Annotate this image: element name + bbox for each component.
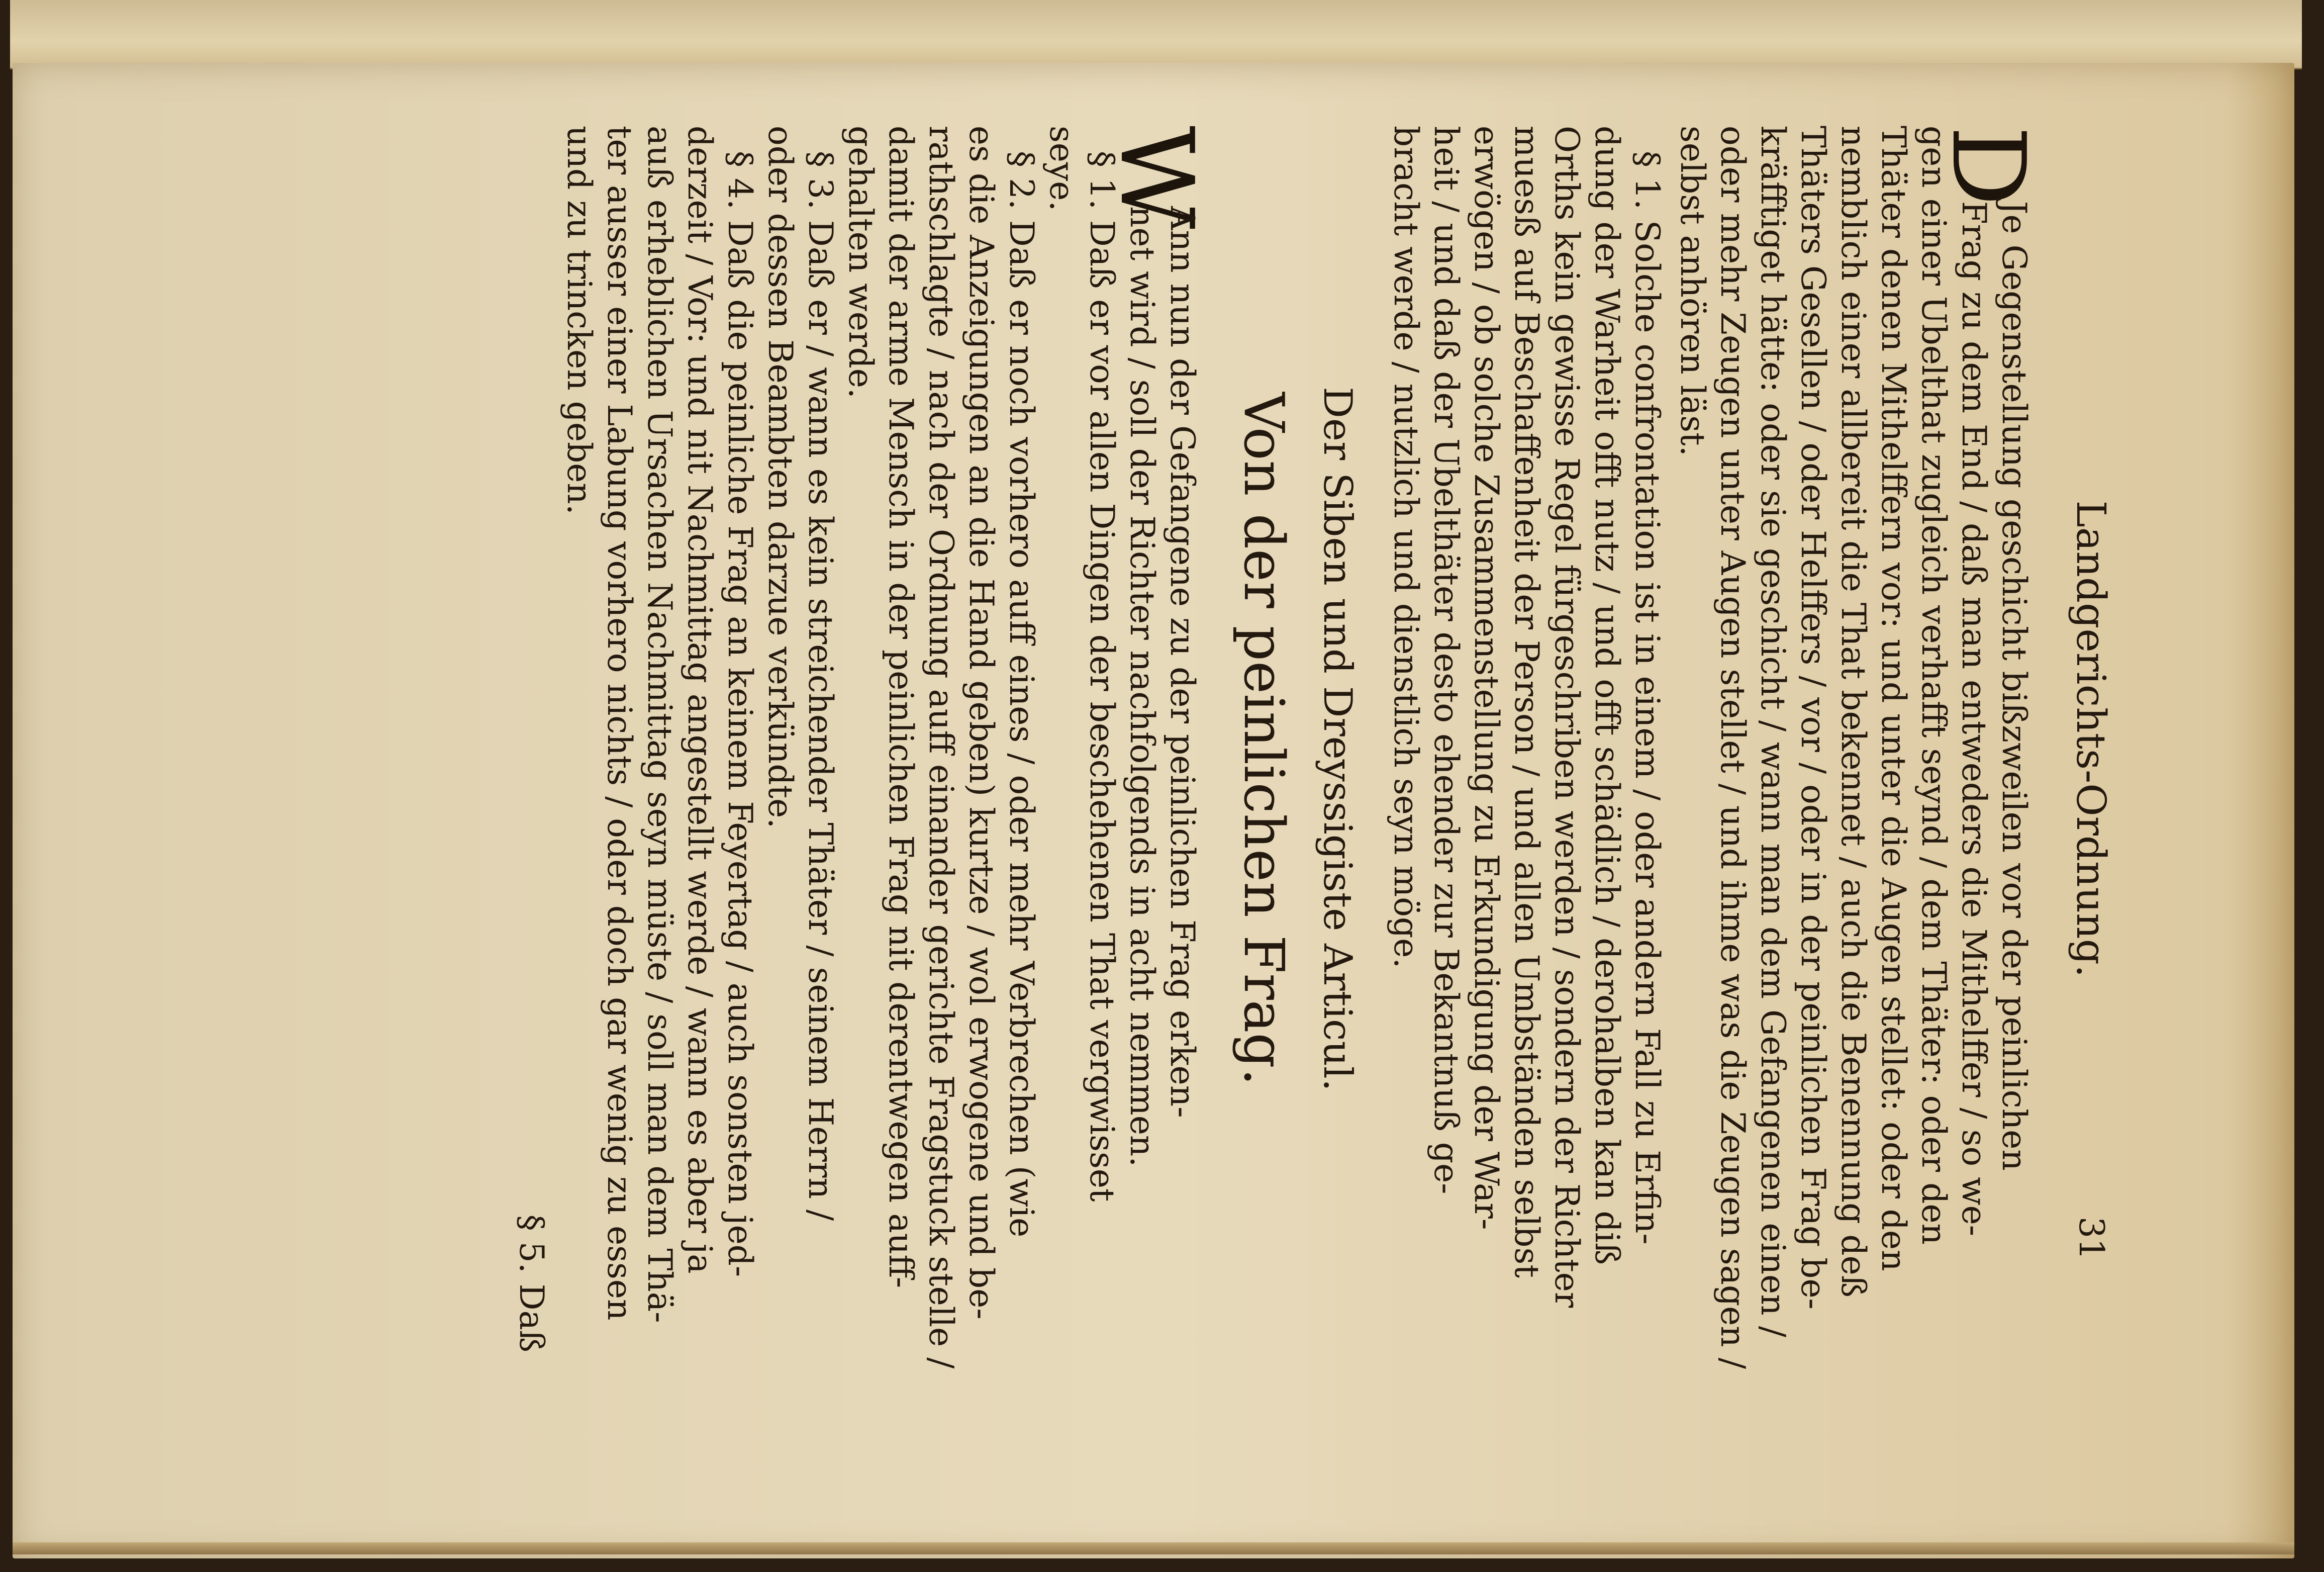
block2-line-3: Orths kein gewisse Regel fürgeschriben werden / sondern der Richter — [1547, 126, 1586, 1308]
page-number: 31 — [2071, 1217, 2111, 1260]
block2-line-6: heit / und daß der Ubelthäter desto ehender zur Bekantnuß ge- — [1427, 126, 1466, 1194]
running-title: Landgerichts-Ordnung. — [2068, 500, 2114, 978]
page-bottom-edge — [13, 1542, 2294, 1554]
block3-line-14: auß erheblichen Ursachen Nachmittag seyn müste / soll man dem Thä- — [640, 126, 679, 1323]
block3-line-13: derzeit / Vor: und nit Nachmittag angestellt werde / wann es aber ja — [681, 126, 719, 1274]
block3-line-7: rathschlagte / nach der Ordnung auff einander gerichte Fragstuck stelle / — [922, 126, 960, 1369]
block2-line-1: § 1. Solche confrontation ist in einem / oder andern Fall zu Erfin- — [1628, 151, 1667, 1245]
block2-line-2: dung der Warheit offt nutz / und offt schädlich / derohalben kan diß — [1588, 126, 1626, 1265]
block1-line-5: nemblich einer allbereit die That bekennet / auch die Benennung deß — [1834, 126, 1873, 1298]
decorated-initial-w: W — [1098, 126, 1215, 229]
block1-line-9: selbst anhören läst. — [1673, 126, 1712, 456]
block1-line-2: Frag zu dem End / daß man entweders die Mithelffer / so we- — [1955, 201, 1993, 1237]
block2-line-7: bracht werde / nutzlich und dienstlich seyn möge. — [1387, 126, 1425, 969]
block3-line-4: seye. — [1042, 126, 1081, 212]
article-heading: Der Siben und Dreyssigiste Articul. — [1315, 387, 1360, 1091]
block1-line-6: Thäters Gesellen / oder Helffers / vor / oder in der peinlichen Frag be- — [1794, 126, 1832, 1310]
block2-line-4: muesß auf Beschaffenheit der Person / und allen Umbständen selbst — [1507, 126, 1546, 1278]
block3-line-9: gehalten werde. — [841, 126, 880, 399]
block2-line-5: erwögen / ob solche Zusammenstellung zu Erkundigung der War- — [1467, 126, 1506, 1230]
decorated-initial-d: D — [1929, 126, 2047, 207]
block3-line-16: und zu trincken geben. — [560, 126, 599, 515]
block3-line-11: oder dessen Beambten darzue verkündte. — [761, 126, 800, 829]
section-heading: Von der peinlichen Frag. — [1232, 392, 1296, 1086]
block3-line-1: Ann nun der Gefangene zu der peinlichen Frag erken- — [1163, 206, 1202, 1118]
block3-line-15: ter ausser einer Labung vorhero nichts / oder doch gar wenig zu essen — [600, 126, 639, 1321]
rotated-text-block — [281, 126, 2114, 1369]
block1-line-8: oder mehr Zeugen unter Augen stellet / und ihme was die Zeugen sagen / — [1713, 126, 1752, 1369]
block3-line-8: damit der arme Mensch in der peinlichen Frag nit derentwegen auff- — [882, 126, 920, 1288]
block1-line-4: Thäter denen Mithelffern vor: und unter die Augen stellet: oder den — [1874, 126, 1913, 1271]
catchword: § 5. Daß — [512, 1214, 551, 1352]
block1-line-7: kräfftiget hätte: oder sie geschicht / wann man dem Gefangenen einen / — [1754, 126, 1792, 1337]
block3-line-6: es die Anzeigungen an die Hand geben) kurtze / wol erwogene und be- — [962, 126, 1001, 1320]
block3-line-10: § 3. Daß er / wann es kein streichender Thäter / seinem Herrn / — [801, 151, 840, 1221]
block3-line-5: § 2. Daß er noch vorhero auff eines / oder mehr Verbrechen (wie — [1002, 151, 1041, 1238]
block1-line-3: gen einer Ubelthat zugleich verhafft seynd / dem Thäter: oder den — [1914, 126, 1953, 1245]
block3-line-12: § 4. Daß die peinliche Frag an keinem Feyertag / auch sonsten jed- — [721, 151, 759, 1277]
facing-page-edge — [10, 0, 2302, 69]
block3-line-2: net wird / soll der Richter nachfolgends in acht nemmen. — [1123, 206, 1161, 1167]
block1-line-1: Je Gegenstellung geschicht bißzweilen vor der peinlichen — [1995, 201, 2034, 1171]
block3-line-3: § 1. Daß er vor allen Dingen der beschehenen That vergwisset — [1083, 151, 1121, 1202]
